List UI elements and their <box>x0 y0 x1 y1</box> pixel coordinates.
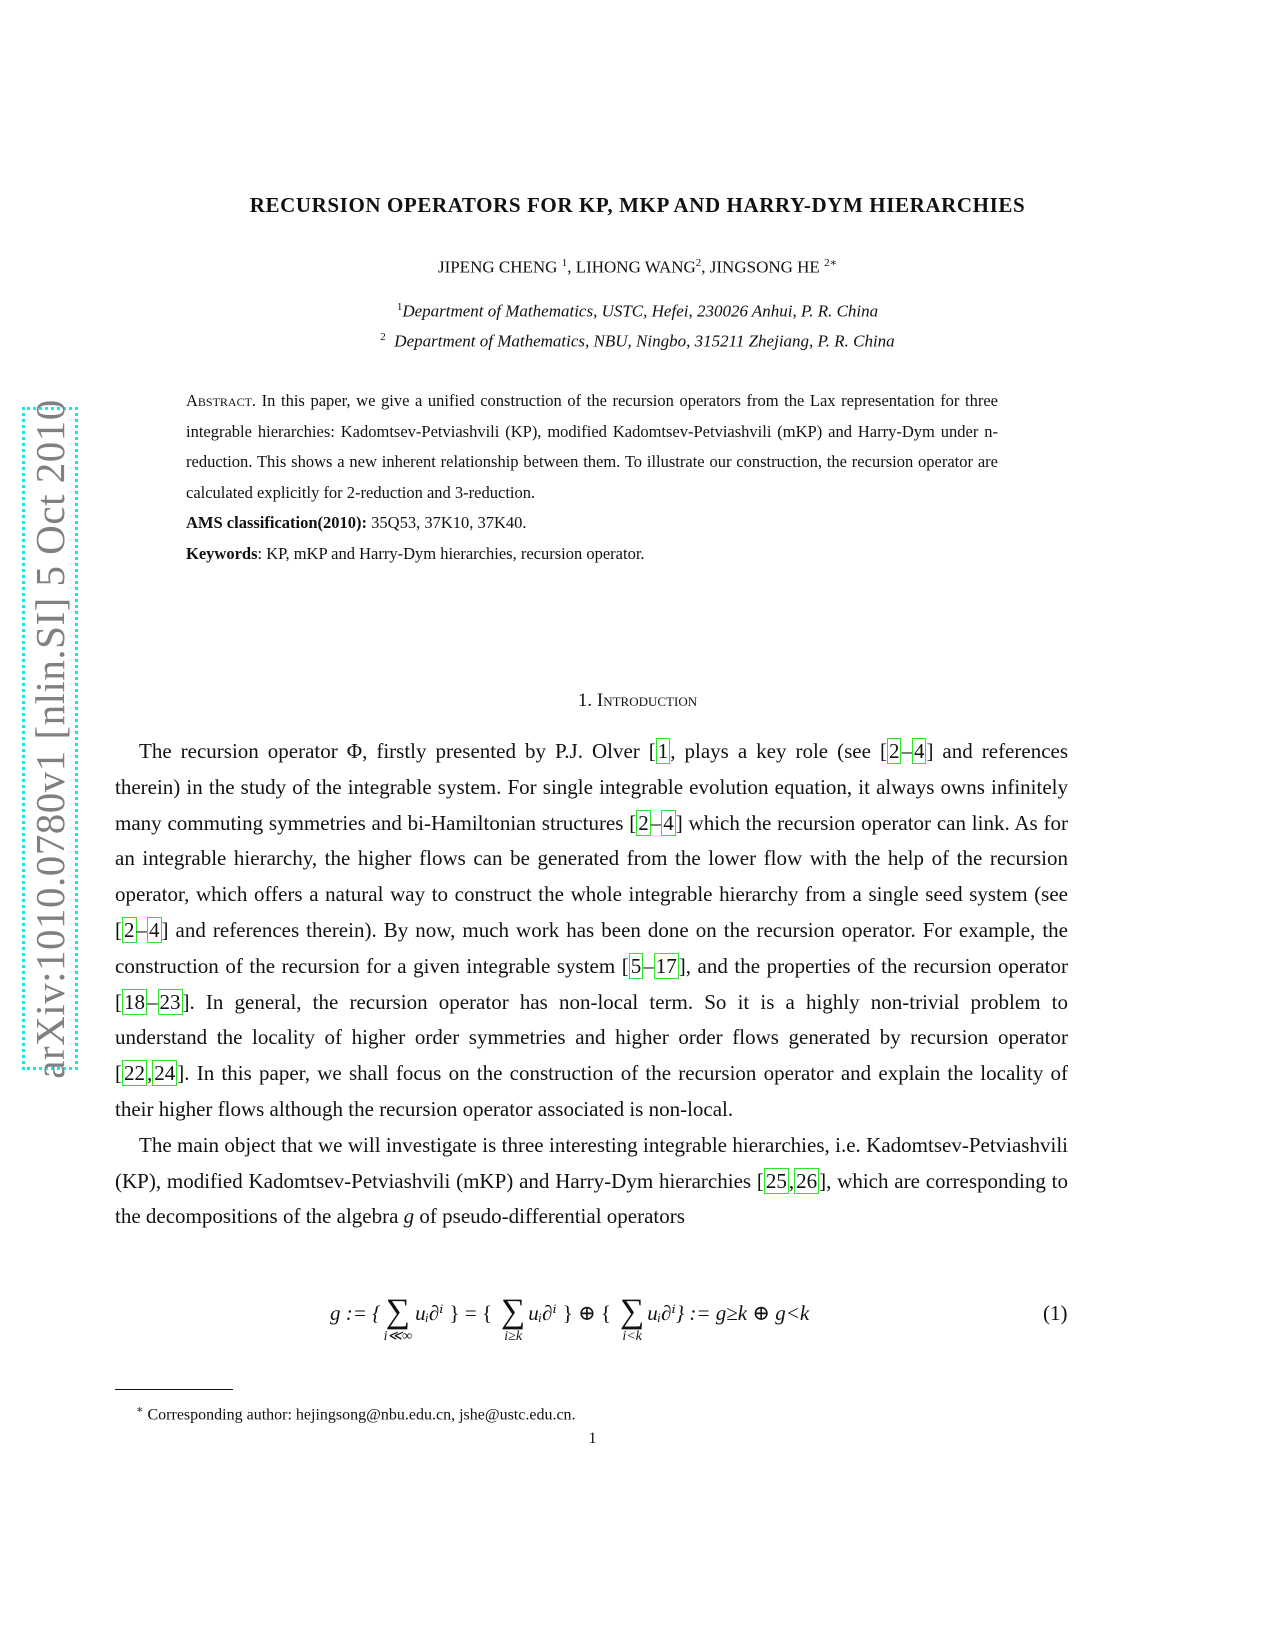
citation-link[interactable]: 25 <box>765 1168 787 1193</box>
equation-term: uᵢ∂ⁱ <box>528 1301 557 1325</box>
keywords-value: : KP, mKP and Harry-Dym hierarchies, recursion operator. <box>257 543 645 563</box>
paper-title: RECURSION OPERATORS FOR KP, MKP AND HARRY-DYM HIERARCHIES <box>249 193 1026 217</box>
text-run: , <box>147 1061 153 1086</box>
summation: ∑ i≪∞ <box>383 1293 413 1344</box>
section-number: 1. <box>577 690 593 711</box>
text-run: and references therein) in the study of the integrable system. For single integrable evolution equation, it always owns infinitely many commuting symmetries and bi-Hamiltonian structures <box>115 739 1069 835</box>
equation-number: (1) <box>1043 1301 1068 1325</box>
text-run: – <box>643 953 654 978</box>
text-run: of pseudo-differential operators <box>414 1204 685 1229</box>
author-name: JINGSONG HE <box>709 257 820 277</box>
text-run: – <box>650 810 662 835</box>
arxiv-stamp <box>22 398 78 1079</box>
abstract-text: In this paper, we give a unified construction of the recursion operators from the Lax representation for three integrable hierarchies: Kadomtsev-Petviashvili (KP), modified Kadomtsev-Petviashvili (mKP) and Harry-Dym under n-reduction. This shows a new inherent relationship between them. To illustrate our construction, the recursion operator are calculated explicitly for 2-reduction and 3-reduction. <box>186 391 998 502</box>
footnote-rule <box>115 1389 233 1390</box>
text-run: ], and the properties of the recursion operator <box>678 953 1068 978</box>
citation-link[interactable]: 2 <box>888 739 900 763</box>
paragraph: The recursion operator Φ, firstly presented by P.J. Olver [1, plays a key role (see [2–4] and references therein) in the study of the integrable system. For single integrable evolution equation, it always owns infinitely many commuting symmetries and bi-Hamiltonian structures [2–4] which the recursion operator can link. As for an integrable hierarchy, the higher flows can be generated from the lower flow with the help of the recursion operator, which offers a natural way to construct the whole integrable hierarchy from a single seed system (see [2–4] and references therein). By now, much work has been done on the recursion operator. For example, the construction of the recursion for a given integrable system [5–17], and the properties of the recursion operator [18–23]. In general, the recursion operator has non-local term. So it is a highly non-trivial problem to understand the locality of higher order symmetries and higher order flows generated by recursion operator [22,24]. In this paper, we shall focus on the construction of the recursion operator and explain the locality of their higher flows although the recursion operator associated is non-local. <box>115 739 1069 1121</box>
citation-link[interactable]: 2 <box>638 810 649 835</box>
text-run: , plays a key role (see <box>670 739 880 763</box>
summation: ∑ i≥k <box>501 1293 526 1344</box>
ams-value: 35Q53, 37K10, 37K40. <box>371 513 527 532</box>
citation-link[interactable]: 23 <box>159 989 181 1014</box>
citation-link[interactable]: 4 <box>663 810 674 835</box>
summation: ∑ i<k <box>620 1293 645 1344</box>
arxiv-id: arXiv:1010.0780v1 [nlin.SI] 5 Oct 2010 <box>27 398 73 1079</box>
affiliation-mark: 1 <box>561 257 568 269</box>
citation-link[interactable]: 24 <box>154 1061 176 1086</box>
page-number: 1 <box>588 1430 597 1447</box>
text-run: The recursion operator Φ, firstly presented by P.J. Olver <box>139 739 649 763</box>
text-run: , <box>788 1168 795 1193</box>
affiliation-text: Department of Mathematics, USTC, Hefei, 230026 Anhui, P. R. China <box>402 301 879 321</box>
affiliation <box>0 331 1275 352</box>
abstract-label: Abstract. <box>186 391 257 410</box>
author-name: JIPENG CHENG <box>437 257 558 277</box>
citation-link[interactable]: 2 <box>124 917 135 942</box>
text-run: ]. In this paper, we shall focus on the construction of the recursion operator and explain the locality of their higher flows although the recursion operator associated is non-local. <box>115 1061 1068 1121</box>
paragraph: The main object that we will investigate is three interesting integrable hierarchies, i.e. Kadomtsev-Petviashvili (KP), modified Kadomtsev-Petviashvili (mKP) and Harry-Dym hierarchies [25,26], which are corresponding to the decompositions of the algebra g of pseudo-differential operators <box>115 1132 1068 1229</box>
citation-link[interactable]: 4 <box>913 739 925 763</box>
footnote <box>136 1403 576 1424</box>
footnote-mark: ∗ <box>136 1404 144 1416</box>
footnote-text: Corresponding author: hejingsong@nbu.edu.cn, jshe@ustc.edu.cn. <box>147 1406 576 1424</box>
sum-index: i<k <box>622 1329 642 1344</box>
citation-link[interactable]: 1 <box>657 739 669 763</box>
text-run: ], which are corresponding to the decompositions of the algebra <box>115 1168 1068 1229</box>
citation-link[interactable]: 22 <box>124 1061 145 1086</box>
text-run: – <box>147 989 158 1014</box>
text-run: – <box>901 739 912 763</box>
citation-link[interactable]: 17 <box>655 953 677 978</box>
citation-link[interactable]: 26 <box>796 1168 818 1193</box>
text-run: which the recursion operator can link. As for an integrable hierarchy, the higher flows can be generated from the lower flow with the help of the recursion operator, which offers a natural way to construct the whole integrable hierarchy from a single seed system (see <box>115 810 1068 907</box>
keywords-label: Keywords <box>186 543 258 563</box>
math-symbol: g <box>403 1204 415 1229</box>
equation-term: uᵢ∂ⁱ <box>647 1301 676 1325</box>
equation-lhs: g := { <box>330 1301 381 1325</box>
equation-term: uᵢ∂ⁱ <box>415 1301 444 1325</box>
affiliation-mark: 2 <box>380 331 386 343</box>
equation-rhs: } := g≥k ⊕ g<k <box>675 1301 810 1325</box>
citation-link[interactable]: 5 <box>630 953 642 978</box>
affiliation <box>0 301 1275 322</box>
citation-link[interactable]: 4 <box>149 917 160 942</box>
text-run: The main object that we will investigate is three interesting integrable hierarchies, i.e. Kadomtsev-Petviashvili (KP), modified Kadomtsev-Petviashvili (mKP) and Harry-Dym hierarchies <box>115 1132 1068 1193</box>
author-name: LIHONG WANG <box>575 257 696 277</box>
abstract <box>186 386 998 569</box>
sum-index: i≪∞ <box>383 1329 413 1344</box>
text-run: and references therein). By now, much work has been done on the recursion operator. For example, the construction of the recursion for a given integrable system <box>115 917 1068 978</box>
affiliation-mark: 2∗ <box>824 257 838 269</box>
citation-link[interactable]: 18 <box>124 989 145 1014</box>
text-run: ]. In general, the recursion operator has non-local term. So it is a highly non-trivial problem to understand the locality of higher order symmetries and higher order flows generated by recursion operator <box>115 989 1068 1050</box>
affiliation-mark: 2 <box>695 257 702 269</box>
author-list: JIPENG CHENG $^1$, LIHONG WANG$^2$, JINGSONG HE $^{2∗}$ <box>437 257 838 277</box>
sum-index: i≥k <box>504 1329 523 1344</box>
affiliation-text: Department of Mathematics, NBU, Ningbo, 315211 Zhejiang, P. R. China <box>394 331 895 351</box>
section-title: Introduction <box>596 690 698 711</box>
affiliation-mark: 1 <box>396 301 403 313</box>
text-run: – <box>136 917 147 942</box>
section-heading <box>0 690 1275 712</box>
body-text <box>115 734 1068 1235</box>
ams-label: AMS classification(2010): <box>186 513 368 532</box>
equation-1: g := { ∑ i≪∞ uᵢ∂ⁱ } = { ∑ i≥k uᵢ∂ⁱ } ⊕ { ∑ i<k uᵢ∂ⁱ } := g≥k ⊕ g<k (1) <box>330 1293 1068 1344</box>
